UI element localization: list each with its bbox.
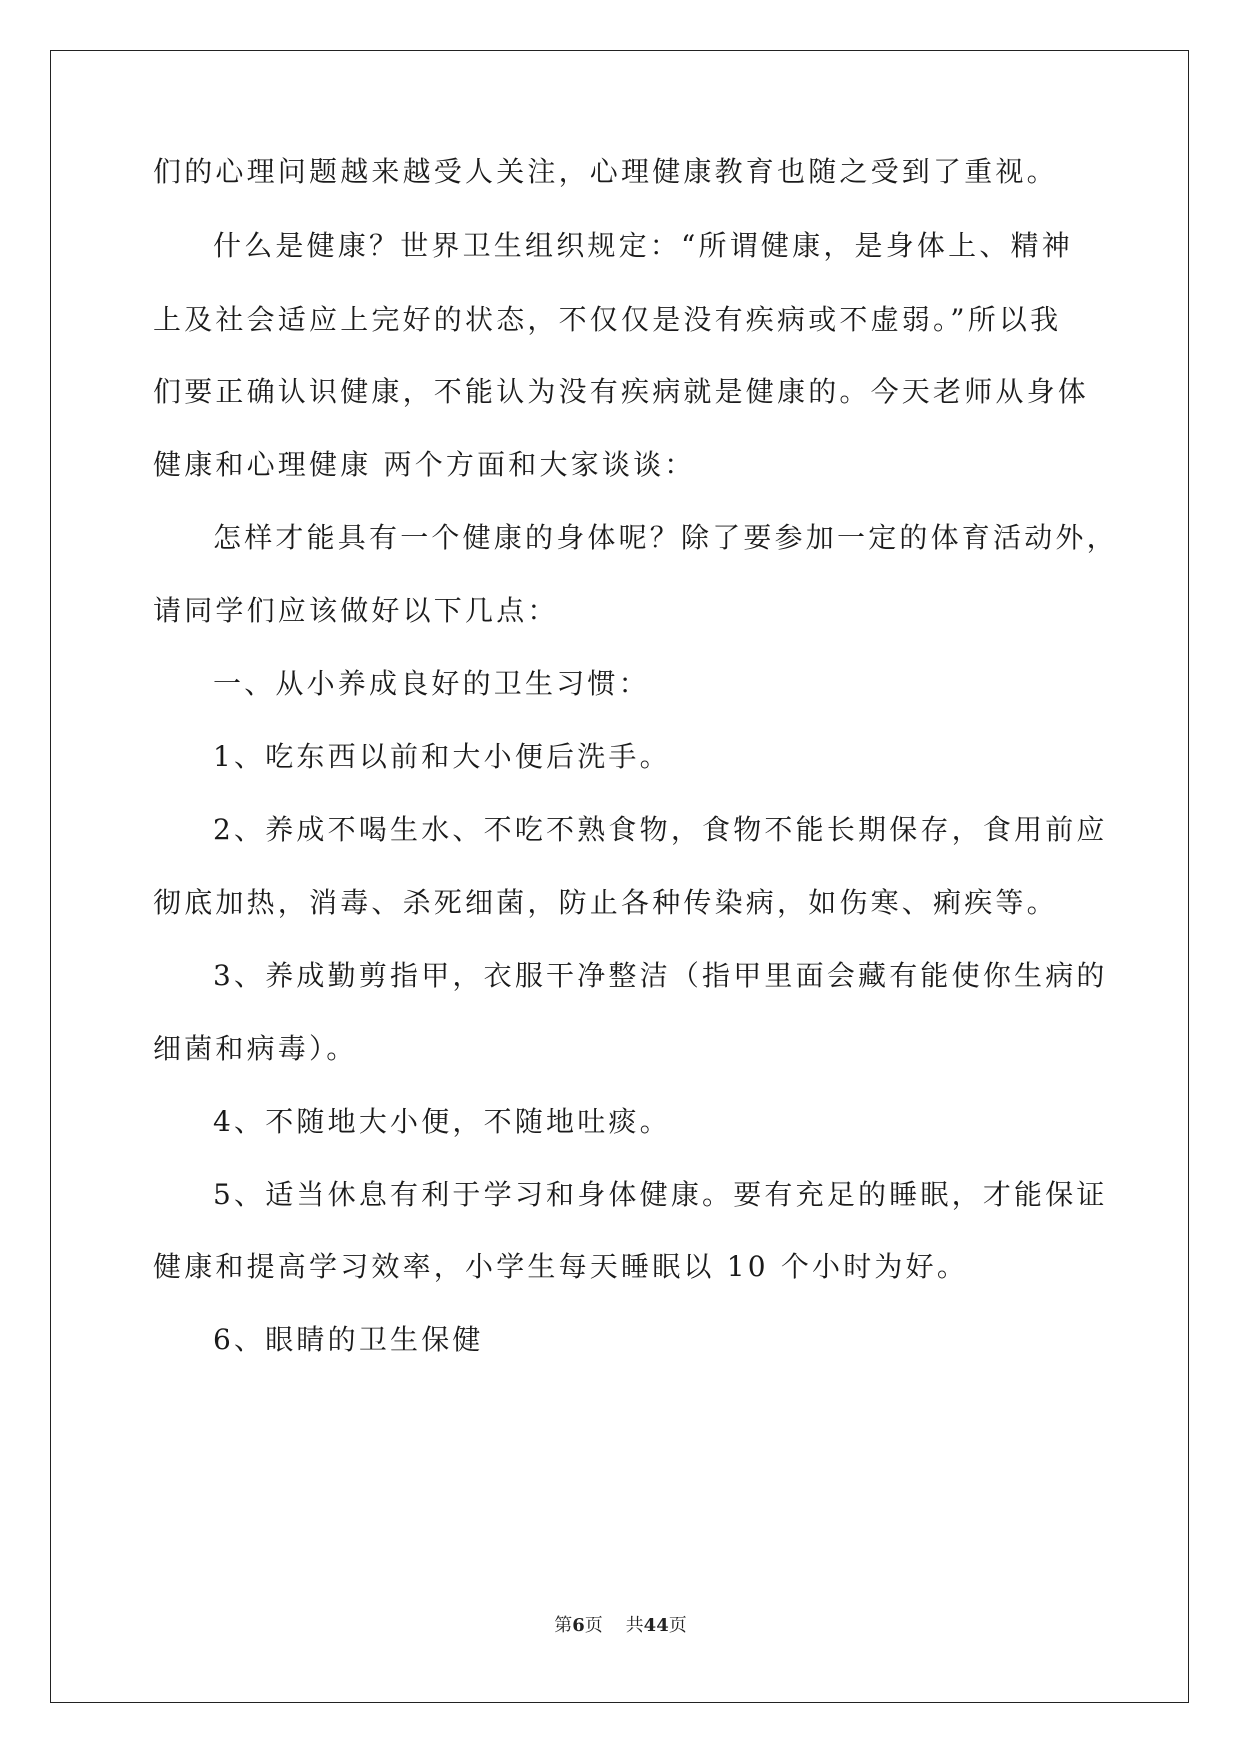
- text-line-5: 健康和心理健康 两个方面和大家谈谈：: [153, 448, 696, 481]
- list-item-5: 5、适当休息有利于学习和身体健康。要有充足的睡眠，才能保证: [213, 1178, 1108, 1211]
- list-item-6: 6、眼睛的卫生保健: [213, 1323, 484, 1356]
- list-item-2: 2、养成不喝生水、不吃不熟食物，食物不能长期保存，食用前应: [213, 813, 1108, 846]
- current-page-number: 6: [572, 1615, 585, 1636]
- footer-prefix: 第: [554, 1615, 573, 1636]
- footer-middle: 页 共: [584, 1615, 644, 1636]
- total-page-count: 44: [643, 1615, 669, 1636]
- list-item-3-continued: 细菌和病毒）。: [153, 1032, 358, 1065]
- text-line-1: 们的心理问题越来越受人关注，心理健康教育也随之受到了重视。: [153, 155, 1058, 188]
- text-line-4: 们要正确认识健康，不能认为没有疾病就是健康的。今天老师从身体: [153, 375, 1090, 408]
- list-item-4: 4、不随地大小便，不随地吐痰。: [213, 1105, 671, 1138]
- list-item-3: 3、养成勤剪指甲，衣服干净整洁（指甲里面会藏有能使你生病的: [213, 959, 1108, 992]
- list-item-1: 1、吃东西以前和大小便后洗手。: [213, 740, 671, 773]
- footer-suffix: 页: [668, 1615, 687, 1636]
- paragraph-health-definition: 什么是健康？世界卫生组织规定：“所谓健康，是身体上、精神: [213, 229, 1073, 262]
- text-line-7: 请同学们应该做好以下几点：: [153, 594, 559, 627]
- list-item-5-continued: 健康和提高学习效率，小学生每天睡眠以 10 个小时为好。: [153, 1250, 969, 1283]
- page-border: [50, 50, 1189, 1703]
- text-line-3: 上及社会适应上完好的状态，不仅仅是没有疾病或不虚弱。”所以我: [153, 303, 1062, 336]
- list-item-2-continued: 彻底加热，消毒、杀死细菌，防止各种传染病，如伤寒、痢疾等。: [153, 886, 1058, 919]
- paragraph-healthy-body: 怎样才能具有一个健康的身体呢？除了要参加一定的体育活动外，: [213, 521, 1118, 554]
- section-heading-hygiene: 一、从小养成良好的卫生习惯：: [213, 667, 650, 700]
- page-footer: [0, 1614, 1241, 1638]
